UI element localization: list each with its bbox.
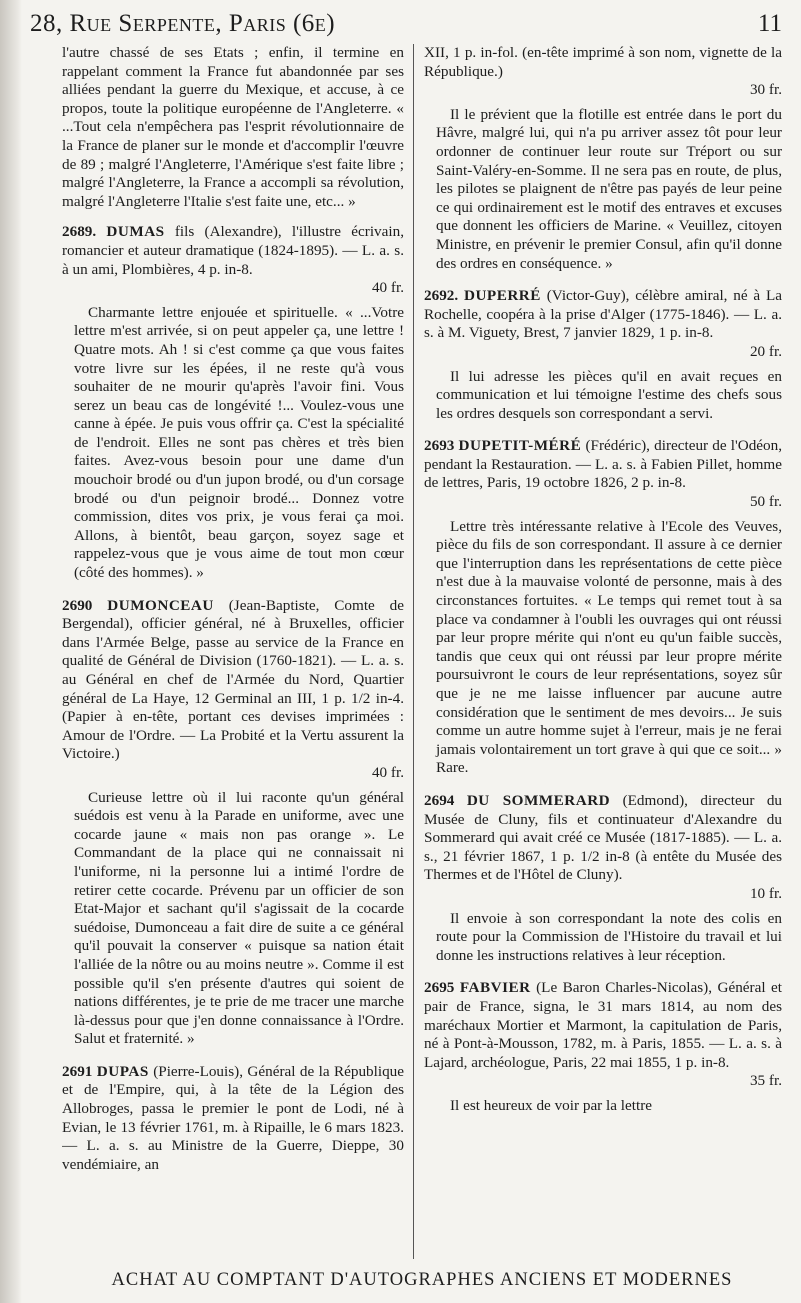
- continued-entry-heading: XII, 1 p. in-fol. (en-tête imprimé à son nom, vignette de la République.): [424, 44, 782, 80]
- column-divider: [413, 44, 414, 1259]
- lot-price: 35 fr.: [749, 1072, 782, 1090]
- lot-number: 2691: [62, 1062, 93, 1080]
- author-name: DUMAS: [106, 223, 165, 241]
- entry-description: (Edmond), directeur du Musée de Cluny, fils et continuateur d'Alexandre du Sommerard qui avait créé ce Musée (1817-1885). — L. a. s., 21 février 1867, 1 p. 1/2 in-8 (à entête du Musée des Thermes et de l'Hôtel de Cluny).: [424, 791, 782, 884]
- page-number: 11: [757, 10, 782, 37]
- entry-body: Curieuse lettre où il lui raconte qu'un général suédois est venu à la Parade en uniforme, avec une cocarde jaune « mais non pas orange ». Le Commandant de la place qui ne connaissait ni l'uniforme, ni la personne lui a intimé l'ordre de retirer cette cocarde. Prévenu par un officier de son Etat-Major et sachant qu'il s'agissait de la cocarde suédoise, Dumonceau a fait dire de suite a ce général qu'il pouvait la conserver « puisque sa nation était l'alliée de la nôtre ou au moins neutre ». Comme il est possible qu'il s'en présente d'autres qui soient de nations différentes, je te prie de me tracer une marche là-dessus pour que j'en donne connaissance à l'Ordre. Salut et fraternité. »: [74, 788, 404, 1048]
- entry-body: Il lui adresse les pièces qu'il en avait reçues en communication et lui témoigne l'estime des chefs sous les ordres desquels son correspondant a servi.: [436, 367, 782, 422]
- continued-entry-text: l'autre chassé de ses Etats ; enfin, il termine en rappelant comment la France fut abandonnée par ses alliées pendant la guerre du Mexique, et accuse, à ce propos, toute la politique européenne de l'Angleterre. « ...Tout cela n'empêchera pas l'esprit révolutionnaire de la France de planer sur le monde et d'accomplir l'œuvre de 89 ; malgré l'Angleterre, l'Amérique s'est faite libre ; malgré l'Angleterre, la France a accompli sa révolution, malgré l'Angleterre l'Italie s'est faite une, etc... »: [62, 44, 404, 210]
- lot-number: 2694: [424, 791, 455, 809]
- page-header: [30, 6, 796, 42]
- lot-entry-2693: [424, 437, 782, 778]
- entry-body: Il le prévient que la flotille est entrée dans le port du Hâvre, malgré lui, qui n'a pu arriver assez tôt pour leur ordonner de continuer leur route sur Tréport ou sur Saint-Valéry-en-Somme. Il ne sera pas en route, de plus, les pilotes se plaignent de n'être pas payés de leur peine ce qui ordinairement est le motif des entraves et excuses que donnent les officiers de Marine. « Veuillez, citoyen Ministre, en prévenir le premier Consul, afin qu'il donne des ordres en conséquence. »: [436, 105, 782, 272]
- header-address: 28, Rue Serpente, Paris (6e): [30, 10, 336, 37]
- lot-entry-2689: [62, 223, 404, 582]
- entry-heading: [424, 792, 782, 885]
- entry-description: (Victor-Guy), célèbre amiral, né à La Rochelle, coopéra à la prise d'Alger (1775-1846). — L. a. s. à M. Viguety, Brest, 7 janvier 1829, 1 p. in-8.: [424, 287, 782, 342]
- entry-heading: [62, 597, 404, 764]
- author-name: DUPERRÉ: [463, 287, 541, 305]
- entry-heading: [424, 979, 782, 1072]
- entry-heading: [424, 287, 782, 343]
- author-name: DU SOMMERARD: [466, 791, 611, 809]
- lot-entry-2691: [62, 1063, 404, 1175]
- author-name: DUPETIT-MÉRÉ: [458, 437, 582, 455]
- left-column: [62, 44, 404, 1263]
- lot-price: 40 fr.: [371, 279, 404, 297]
- lot-price: 10 fr.: [749, 884, 782, 902]
- entry-body: Lettre très intéressante relative à l'Ecole des Veuves, pièce du fils de son correspondant. Il assure à ce dernier que l'interruption dans les représentations de cette pièce n'est due à la mauvaise volonté de personne, mais à des circonstances fortuites. « Le temps qui remet tout à sa place va condamner à l'oubli les ouvrages qui ont réussi par leur propre mérite qui n'ont eu qu'un faible succès, tandis que ceux qui ont réussi par leur propre mérite poursuivront le cours de leur représentations, soyez sûr que je ne me laisse influencer par aucune autre considération que le sentiment de mes devoirs... Je suis comme un autre homme sujet à l'erreur, mais je ne ferai jamais volontairement un tort grave à qui que ce soit... » Rare.: [436, 517, 782, 777]
- lot-price: 20 fr.: [749, 342, 782, 360]
- lot-entry-2694: [424, 792, 782, 965]
- right-column: [424, 44, 782, 1263]
- lot-price: 40 fr.: [371, 763, 404, 781]
- entry-description: fils (Alexandre), l'illustre écrivain, romancier et auteur dramatique (1824-1895). — L. a. s. à un ami, Plombières, 4 p. in-8.: [62, 223, 404, 278]
- lot-number: 2692.: [424, 287, 459, 305]
- entry-description: (Le Baron Charles-Nicolas), Général et pair de France, signa, le 31 mars 1814, au nom des maréchaux Mortier et Marmont, la capitulation de Paris, né à Pont-à-Mousson, 1782, m. à Paris, 1855. — L. a. s. à Lajard, archéologue, Paris, 22 mai 1855, 1 p. in-8.: [424, 979, 782, 1071]
- entry-body: Il est heureux de voir par la lettre: [450, 1096, 652, 1114]
- author-name: DUMONCEAU: [107, 596, 214, 614]
- page-shadow-edge: [0, 0, 22, 1303]
- author-name: DUPAS: [96, 1062, 149, 1080]
- lot-entry-2692: [424, 287, 782, 423]
- lot-price: 30 fr.: [749, 81, 782, 99]
- entry-heading: [424, 437, 782, 493]
- page-footer: ACHAT AU COMPTANT D'AUTOGRAPHES ANCIENS ET MODERNES: [111, 1270, 733, 1290]
- entry-heading: [62, 1063, 404, 1175]
- entry-body: Il envoie à son correspondant la note des colis en route pour la Commission de l'Histoire du travail et lui donne les instructions relatives à leur réception.: [436, 909, 782, 964]
- lot-entry-2695: [424, 979, 782, 1115]
- entry-body: Charmante lettre enjouée et spirituelle. « ...Votre lettre m'est arrivée, si on peut appeler ça, une lettre ! Quatre mots. Ah ! si c'est comme ça que vous faites votre livre sur les épées, il ne reste qu'à vous souhaiter de ne mourir qu'après l'avoir fini. Vous serez un beau cas de longévité !... Voulez-vous une canne à épée. Je puis vous offrir ça. C'est la spécialité de l'endroit. Elles ne sont pas chères et très bien faites. Avez-vous besoin pour une dame d'un mouchoir brodé ou d'un jupon brodé, ou d'un corsage brodé ou d'un peignoir brodé... Donnez votre commission, dites vos prix, je vous ferai ça moi. Allons, à bientôt, beau garçon, soyez sage et rappelez-vous que je vous aime de tout mon cœur (côté des hommes). »: [74, 303, 404, 582]
- lot-entry-2690: [62, 597, 404, 1049]
- entry-description: (Pierre-Louis), Général de la République et de l'Empire, qui, à la tête de la Légion des Allobroges, passa le premier le pont de Lodi, né à Evian, le 13 février 1761, m. à Ripaille, le 6 mars 1823. — L. a. s. au Ministre de la Guerre, Dieppe, 30 vendémiaire, an: [62, 1062, 404, 1173]
- entry-description: (Jean-Baptiste, Comte de Bergendal), officier général, né à Bruxelles, officier dans l'Armée Belge, passe au service de la France en qualité de Général de Division (1760-1821). — L. a. s. au Général en chef de l'Armée du Nord, Quartier général de La Haye, 12 Germinal an III, 1 p. 1/2 in-4. (Papier à en-tête, portant ces devises imprimées : Amour de l'Ordre. — La Probité et la Vertu assurent la Victoire.): [62, 596, 404, 763]
- lot-number: 2689.: [62, 223, 97, 241]
- entry-heading: [62, 223, 404, 279]
- lot-number: 2690: [62, 596, 93, 614]
- lot-number: 2695: [424, 979, 455, 997]
- entry-description: (Frédéric), directeur de l'Odéon, pendant la Restauration. — L. a. s. à Fabien Pillet, homme de lettres, Paris, 19 octobre 1826, 2 p. in-8.: [424, 437, 782, 492]
- lot-price: 50 fr.: [749, 493, 782, 511]
- author-name: FABVIER: [459, 979, 531, 997]
- lot-number: 2693: [424, 437, 455, 455]
